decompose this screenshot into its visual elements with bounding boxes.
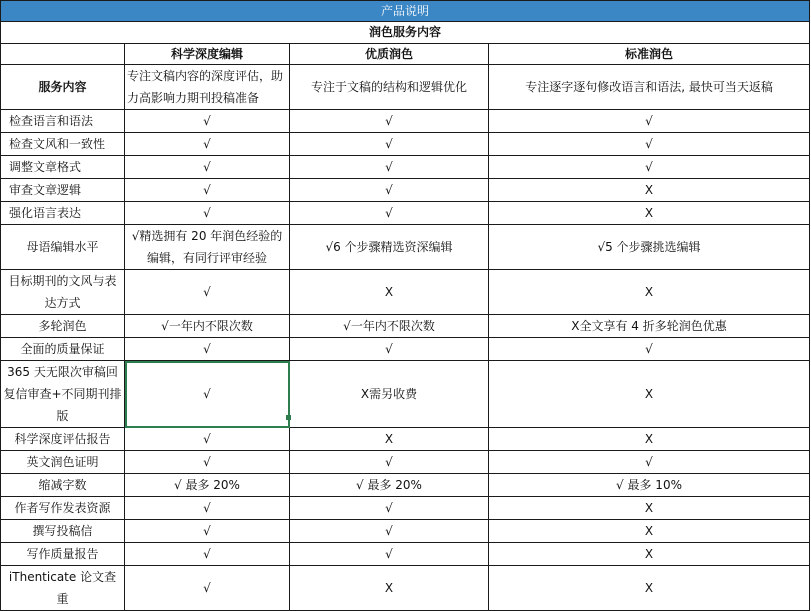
- value-cell[interactable]: X: [489, 566, 810, 611]
- feature-cell[interactable]: 写作质量报告: [1, 543, 125, 566]
- feature-cell[interactable]: 调整文章格式: [1, 156, 125, 179]
- table-row: [1, 338, 810, 361]
- feature-cell[interactable]: 服务内容: [1, 65, 125, 110]
- value-cell[interactable]: √一年内不限次数: [290, 315, 489, 338]
- column-header-standard-polish[interactable]: 标准润色: [489, 44, 810, 65]
- value-cell[interactable]: √5 个步骤挑选编辑: [489, 225, 810, 270]
- value-cell[interactable]: √: [489, 451, 810, 474]
- table-row: [1, 361, 810, 428]
- value-cell[interactable]: √: [290, 520, 489, 543]
- value-cell[interactable]: 专注逐字逐句修改语言和语法, 最快可当天返稿: [489, 65, 810, 110]
- value-cell[interactable]: X: [489, 520, 810, 543]
- value-cell[interactable]: √: [489, 338, 810, 361]
- value-cell[interactable]: X: [489, 270, 810, 315]
- value-cell[interactable]: X: [489, 543, 810, 566]
- value-cell[interactable]: √: [125, 202, 290, 225]
- table-row: [1, 428, 810, 451]
- feature-cell[interactable]: 英文润色证明: [1, 451, 125, 474]
- value-cell[interactable]: √: [125, 338, 290, 361]
- feature-cell[interactable]: iThenticate 论文查重: [1, 566, 125, 611]
- table-row: [1, 497, 810, 520]
- feature-cell[interactable]: 缩减字数: [1, 474, 125, 497]
- feature-cell[interactable]: 目标期刊的文风与表达方式: [1, 270, 125, 315]
- value-cell[interactable]: √: [489, 156, 810, 179]
- value-cell[interactable]: √: [290, 451, 489, 474]
- column-header-scientific-editing[interactable]: 科学深度编辑: [125, 44, 290, 65]
- value-cell[interactable]: 专注文稿内容的深度评估，助力高影响力期刊投稿准备: [125, 65, 290, 110]
- table-title[interactable]: 产品说明: [1, 1, 810, 22]
- feature-cell[interactable]: 365 天无限次审稿回复信审查+不同期刊排版: [1, 361, 125, 428]
- value-cell[interactable]: √ 最多 20%: [125, 474, 290, 497]
- feature-cell[interactable]: 强化语言表达: [1, 202, 125, 225]
- value-cell[interactable]: √: [290, 338, 489, 361]
- value-cell[interactable]: X: [290, 566, 489, 611]
- table-row: [1, 474, 810, 497]
- table-row: [1, 110, 810, 133]
- value-cell[interactable]: √: [290, 133, 489, 156]
- value-cell[interactable]: √: [125, 179, 290, 202]
- value-cell[interactable]: √: [125, 520, 290, 543]
- value-cell[interactable]: X: [489, 202, 810, 225]
- feature-cell[interactable]: 全面的质量保证: [1, 338, 125, 361]
- value-cell[interactable]: √ 最多 10%: [489, 474, 810, 497]
- section-title[interactable]: 润色服务内容: [1, 22, 810, 44]
- value-cell[interactable]: X需另收费: [290, 361, 489, 428]
- fill-handle[interactable]: [286, 415, 291, 420]
- value-cell[interactable]: √: [125, 428, 290, 451]
- value-cell[interactable]: √: [125, 566, 290, 611]
- value-cell[interactable]: X: [489, 428, 810, 451]
- value-cell[interactable]: √: [125, 451, 290, 474]
- value-cell[interactable]: √: [489, 110, 810, 133]
- table-row: [1, 451, 810, 474]
- table-row: [1, 315, 810, 338]
- value-cell[interactable]: √: [125, 110, 290, 133]
- value-cell[interactable]: √精选拥有 20 年润色经验的编辑，有同行评审经验: [125, 225, 290, 270]
- value-cell[interactable]: √: [290, 497, 489, 520]
- table-row: [1, 225, 810, 270]
- table-row: [1, 202, 810, 225]
- value-cell[interactable]: √ 最多 20%: [290, 474, 489, 497]
- feature-cell[interactable]: 检查文风和一致性: [1, 133, 125, 156]
- value-cell[interactable]: X: [489, 497, 810, 520]
- value-cell[interactable]: X: [489, 179, 810, 202]
- feature-cell[interactable]: 母语编辑水平: [1, 225, 125, 270]
- table-row: [1, 156, 810, 179]
- value-cell[interactable]: √: [125, 270, 290, 315]
- value-cell[interactable]: √: [290, 156, 489, 179]
- table-row: [1, 270, 810, 315]
- table-row: [1, 566, 810, 611]
- value-cell[interactable]: √: [489, 133, 810, 156]
- table-row: [1, 65, 810, 110]
- value-cell[interactable]: √: [290, 110, 489, 133]
- column-header-premium-polish[interactable]: 优质润色: [290, 44, 489, 65]
- value-cell[interactable]: √: [125, 133, 290, 156]
- table-row: [1, 179, 810, 202]
- value-cell[interactable]: √: [290, 179, 489, 202]
- table-row: [1, 543, 810, 566]
- feature-cell[interactable]: 多轮润色: [1, 315, 125, 338]
- value-cell[interactable]: X全文享有 4 折多轮润色优惠: [489, 315, 810, 338]
- feature-cell[interactable]: 审查文章逻辑: [1, 179, 125, 202]
- table-row: [1, 133, 810, 156]
- value-cell[interactable]: X: [489, 361, 810, 428]
- selected-cell[interactable]: √: [125, 361, 290, 428]
- feature-cell[interactable]: 撰写投稿信: [1, 520, 125, 543]
- value-cell[interactable]: √: [290, 543, 489, 566]
- value-cell[interactable]: √: [125, 156, 290, 179]
- table-row: [1, 520, 810, 543]
- feature-cell[interactable]: 作者写作发表资源: [1, 497, 125, 520]
- value-cell[interactable]: √一年内不限次数: [125, 315, 290, 338]
- column-header-empty[interactable]: [1, 44, 125, 65]
- feature-cell[interactable]: 科学深度评估报告: [1, 428, 125, 451]
- value-cell[interactable]: √6 个步骤精选资深编辑: [290, 225, 489, 270]
- value-cell[interactable]: √: [290, 202, 489, 225]
- value-cell[interactable]: 专注于文稿的结构和逻辑优化: [290, 65, 489, 110]
- feature-cell[interactable]: 检查语言和语法: [1, 110, 125, 133]
- value-cell[interactable]: X: [290, 270, 489, 315]
- value-cell[interactable]: √: [125, 497, 290, 520]
- value-cell[interactable]: X: [290, 428, 489, 451]
- value-cell[interactable]: √: [125, 543, 290, 566]
